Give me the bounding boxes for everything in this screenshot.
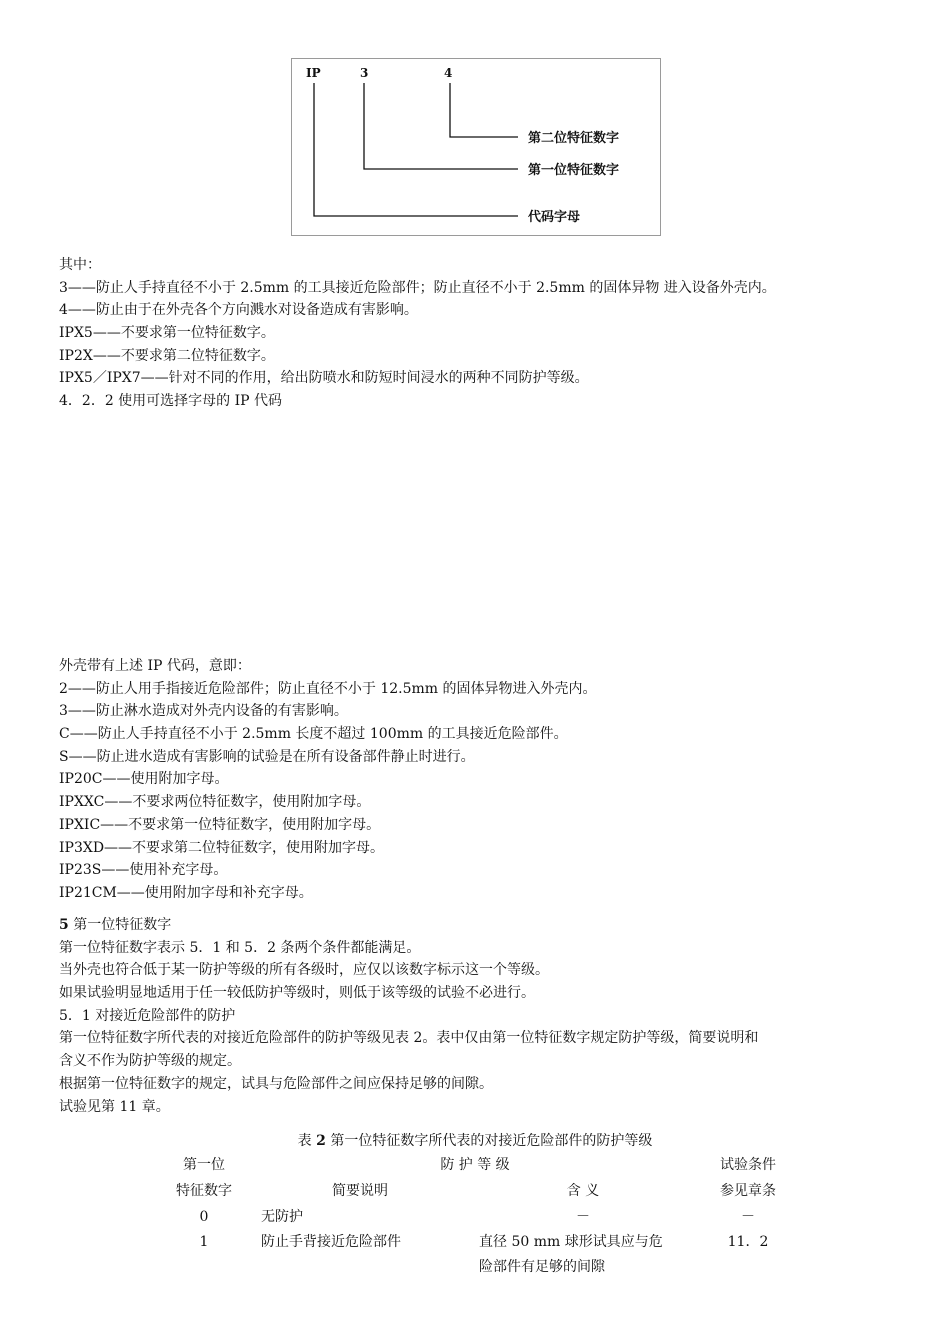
diagram-code-4: 4 <box>444 66 453 80</box>
ip-code-diagram-svg <box>292 59 660 235</box>
text-line: IP23S——使用补充字母。 <box>59 862 228 879</box>
text-line: 第一位特征数字所代表的对接近危险部件的防护等级见表 2。表中仅由第一位特征数字规定防护等级，简要说明和 <box>59 1030 759 1047</box>
text-line: 如果试验明显地适用于任一较低防护等级时，则低于该等级的试验不必进行。 <box>59 985 535 1002</box>
section-number: 5 <box>59 917 69 933</box>
text-line: IP2X——不要求第二位特征数字。 <box>59 347 275 364</box>
table-caption-text: 第一位特征数字所代表的对接近危险部件的防护等级 <box>330 1133 653 1149</box>
leader-line-letters <box>314 83 518 216</box>
text-line: 2——防止人用手指接近危险部件；防止直径不小于 12.5mm 的固体异物进入外壳内。 <box>59 680 597 697</box>
text-line: 含义不作为防护等级的规定。 <box>59 1053 241 1070</box>
table-caption-prefix: 表 <box>297 1133 312 1149</box>
leader-line-first <box>364 83 518 169</box>
row1-brief: 防止手背接近危险部件 <box>261 1234 401 1250</box>
explanation-section <box>59 254 909 413</box>
table-caption <box>0 1130 950 1152</box>
row0-reference: － <box>741 1209 755 1225</box>
section-heading <box>59 914 909 937</box>
text-line: 4——防止由于在外壳各个方向溅水对设备造成有害影响。 <box>59 302 418 319</box>
text-line: 3——防止人手持直径不小于 2.5mm 的工具接近危险部件；防止直径不小于 2.5mm 的固体异物 进入设备外壳内。 <box>59 279 776 296</box>
header-brief-description: 简要说明 <box>332 1183 388 1199</box>
text-line: IPX5／IPX7——针对不同的作用，给出防喷水和防短时间浸水的两种不同防护等级。 <box>59 370 589 387</box>
header-protection-level: 防 护 等 级 <box>440 1157 510 1173</box>
header-meaning: 含 义 <box>566 1183 600 1199</box>
label-first-digit: 第一位特征数字 <box>528 163 620 178</box>
text-line: C——防止人手持直径不小于 2.5mm 长度不超过 100mm 的工具接近危险部件。 <box>59 726 568 743</box>
text-line: IP21CM——使用附加字母和补充字母。 <box>59 884 313 901</box>
row0-brief: 无防护 <box>261 1209 303 1225</box>
text-line: 3——防止淋水造成对外壳内设备的有害影响。 <box>59 703 348 720</box>
text-line: 第一位特征数字表示 5．1 和 5．2 条两个条件都能满足。 <box>59 939 421 956</box>
text-line: IPXIC——不要求第一位特征数字，使用附加字母。 <box>59 816 381 833</box>
table-caption-number: 2 <box>316 1133 326 1149</box>
label-second-digit: 第二位特征数字 <box>528 131 620 146</box>
row1-meaning-line2: 险部件有足够的间隙 <box>479 1259 605 1275</box>
diagram-code-3: 3 <box>360 66 369 80</box>
header-first-digit-line1: 第一位 <box>183 1157 225 1173</box>
row0-meaning: － <box>576 1209 590 1225</box>
subsection-heading: 4．2．2 使用可选择字母的 IP 代码 <box>59 393 283 410</box>
text-line: IP3XD——不要求第二位特征数字，使用附加字母。 <box>59 839 385 856</box>
text-line: 外壳带有上述 IP 代码，意即： <box>59 658 251 674</box>
text-line: 试验见第 11 章。 <box>59 1098 170 1115</box>
row1-digit: 1 <box>199 1234 209 1250</box>
text-line: 其中： <box>59 257 101 273</box>
header-test-conditions-line1: 试验条件 <box>720 1157 776 1173</box>
text-line: IPX5——不要求第一位特征数字。 <box>59 325 275 342</box>
text-line: 根据第一位特征数字的规定，试具与危险部件之间应保持足够的间隙。 <box>59 1075 493 1092</box>
text-line: 当外壳也符合低于某一防护等级的所有各级时，应仅以该数字标示这一个等级。 <box>59 962 549 979</box>
row1-reference: 11．2 <box>727 1234 769 1250</box>
optional-letters-section <box>59 655 909 905</box>
first-digit-section <box>59 914 909 1118</box>
label-code-letters: 代码字母 <box>528 210 581 225</box>
row0-digit: 0 <box>199 1209 209 1225</box>
leader-line-second <box>450 83 518 137</box>
diagram-code-ip: IP <box>306 66 321 80</box>
header-test-conditions-line2: 参见章条 <box>720 1183 776 1199</box>
subsection-heading: 5．1 对接近危险部件的防护 <box>59 1007 236 1024</box>
row1-meaning-line1: 直径 50 mm 球形试具应与危 <box>479 1234 663 1250</box>
section-title: 第一位特征数字 <box>73 917 172 933</box>
text-line: IP20C——使用附加字母。 <box>59 771 229 788</box>
header-first-digit-line2: 特征数字 <box>176 1183 232 1199</box>
ip-code-diagram <box>291 58 661 236</box>
text-line: IPXXC——不要求两位特征数字，使用附加字母。 <box>59 794 371 811</box>
text-line: S——防止进水造成有害影响的试验是在所有设备部件静止时进行。 <box>59 748 475 765</box>
